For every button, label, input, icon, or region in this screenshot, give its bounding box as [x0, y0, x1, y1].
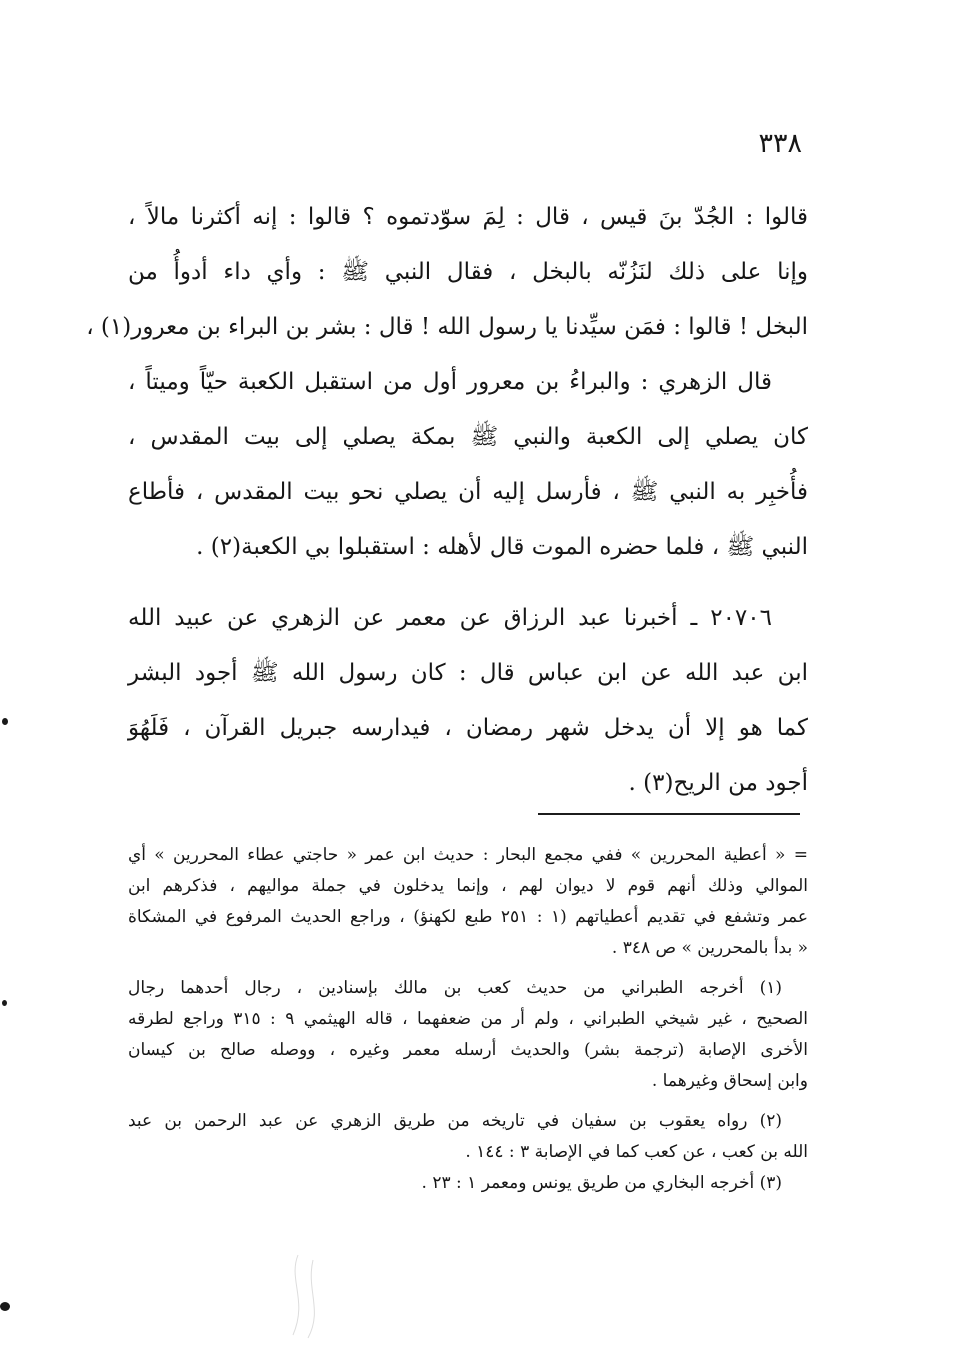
main-text-line: وإنا على ذلك لنَزُنّه بالبخل ، فقال النبي ﷺ : وأي داء أدوأُ من — [128, 259, 808, 285]
footnote-line: الأخرى الإصابة (ترجمة بشر) والحديث أرسله معمر وغيره ، ووصله صالح بن كيسان — [128, 1040, 808, 1060]
main-text-line: ٢٠٧٠٦ ـ أخبرنا عبد الرزاق عن معمر عن الزهري عن عبيد الله — [128, 605, 772, 631]
main-text-line: ابن عبد الله عن ابن عباس قال : كان رسول الله ﷺ أجود البشر — [128, 660, 808, 686]
main-text-line: كما هو إلا أن يدخل شهر رمضان ، فيدارسه جبريل القرآن ، فَلَهُوَ — [128, 715, 808, 741]
page-number: ٣٣٨ — [758, 128, 802, 159]
footnote-line: الله بن كعب ، عن كعب كما في الإصابة ٣ : ١٤٤ . — [465, 1142, 808, 1162]
footnote-spacer — [128, 964, 808, 973]
footnote-line: (١) أخرجه الطبراني من حديث كعب بن مالك بإسنادين ، رجال أحدهما رجال — [128, 978, 782, 998]
footnote-line: (٢) رواه يعقوب بن سفيان في تاريخه من طريق الزهري عن عبد الرحمن بن عبد — [128, 1111, 782, 1131]
footnote-separator — [538, 813, 800, 815]
scan-speck — [0, 1302, 10, 1311]
footnote-line: « بدأ بالمحررين » ص ٣٤٨ . — [611, 938, 808, 958]
footnote-line: الصحيح ، غير شيخي الطبراني ، ولم أر من ضعفهما ، قاله الهيثمي ٩ : ٣١٥ وراجع لطرقه — [128, 1009, 808, 1029]
main-text-line: البخل ! قالوا : فمَن سيِّدنا يا رسول الله ! قال : بشر بن البراء بن معرور(١) ، — [86, 314, 808, 340]
main-text — [86, 190, 808, 811]
footnote-line: وابن إسحاق وغيرهما . — [651, 1071, 808, 1091]
scan-speck — [2, 718, 8, 725]
main-text-line: أجود من الريح(٣) . — [628, 770, 808, 796]
footnote-spacer — [128, 1097, 808, 1106]
main-text-line: النبي ﷺ ، فلما حضره الموت قال لأهله : استقبلوا بي الكعبة(٢) . — [196, 534, 808, 560]
footnote-line: عمر وتشفع في تقديم أعطياتهم (١ : ٢٥١ طبع لكهنؤ) ، وراجع الحديث المرفوع في المشكاة — [128, 907, 808, 927]
main-text-line: كان يصلي إلى الكعبة والنبي ﷺ بمكة يصلي إلى بيت المقدس ، — [128, 424, 808, 450]
footnotes — [128, 840, 808, 1199]
main-text-line: فأُخبِر به النبي ﷺ ، فأرسل إليه أن يصلي نحو بيت المقدس ، فأطاع — [128, 479, 808, 505]
main-text-line: قالوا : الجُدّ بنَ قيس ، قال : لِمَ سوّدتموه ؟ قالوا : إنه أكثرنا مالاً ، — [128, 204, 808, 230]
main-text-spacer — [128, 575, 808, 591]
main-text-line: قال الزهري : والبراءُ بن معرور أول من استقبل الكعبة حيّاً وميتاً ، — [128, 369, 772, 395]
scan-speck — [2, 1000, 7, 1006]
footnote-line: الموالي وذلك أنهم قوم لا ديوان لهم ، وإنما يدخلون في جملة مواليهم ، فذكرهم ابن — [128, 876, 808, 896]
footnote-line: = « أعطية المحررين » ففي مجمع البحار : حديث ابن عمر « حاجتي عطاء المحررين » أي — [128, 845, 808, 865]
footnote-line: (٣) أخرجه البخاري من طريق يونس ومعمر ١ : ٢٣ . — [421, 1173, 782, 1193]
scan-smudge — [278, 1250, 338, 1340]
